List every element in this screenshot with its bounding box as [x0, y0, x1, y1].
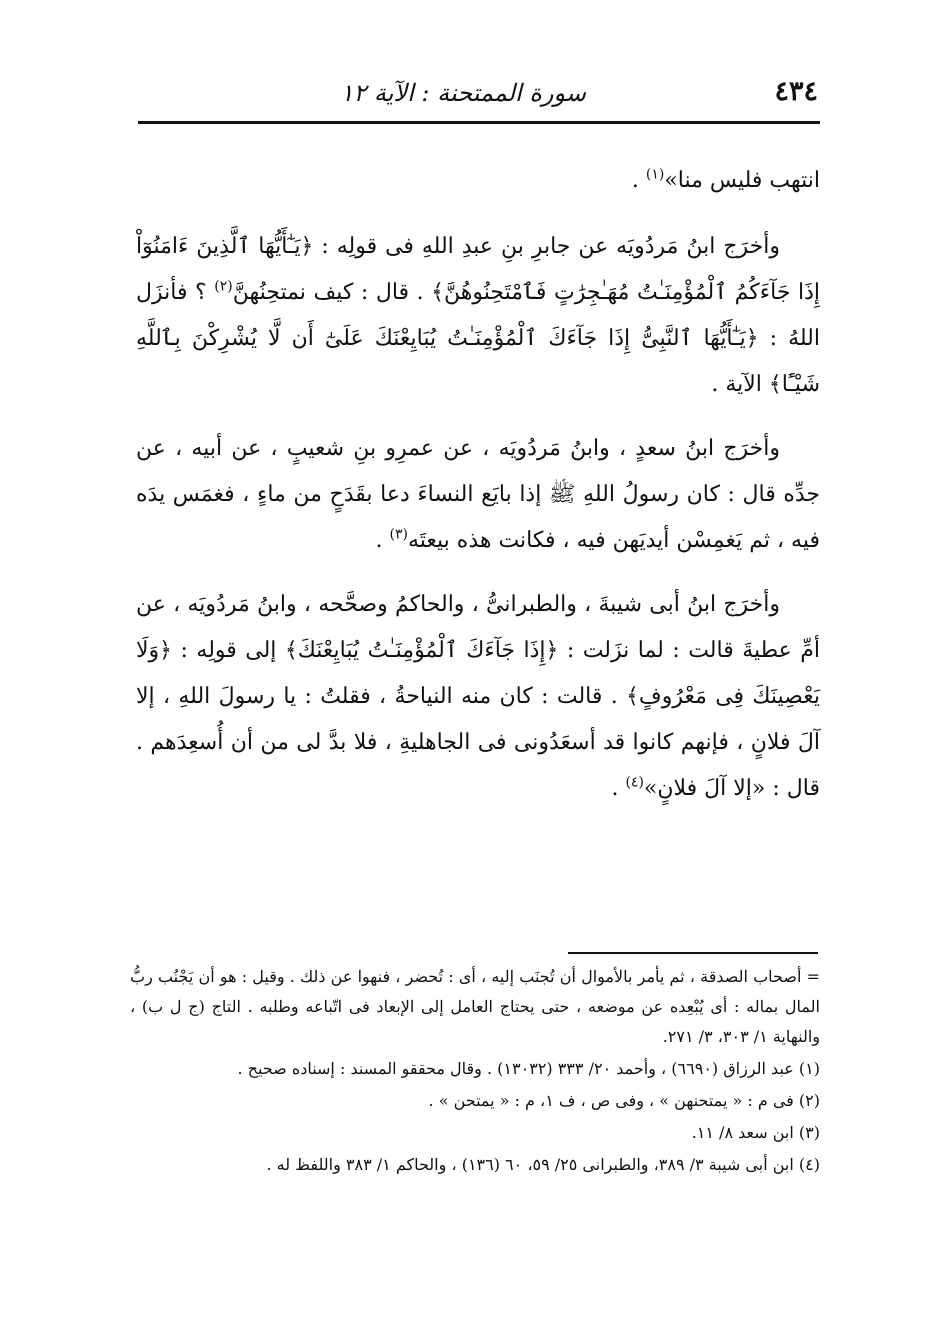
paragraph-tail: . [631, 168, 646, 193]
paragraph-4 [136, 582, 820, 812]
paragraph-text: وأخرَج ابنُ سعدٍ ، وابنُ مَردُويَه ، عن عمرِو بنِ شعيبٍ ، عن أبيه ، عن جدِّه قال : كان رسولُ اللهِ ﷺ إذا بايَع النساءَ دعا بقَدَحٍ من ماءٍ ، فغمَس يدَه فيه ، ثم يَغمِسْن أيديَهن فيه ، فكانت هذه بيعتَه [136, 436, 820, 553]
paragraph-text: وأخرَج ابنُ مَردُويَه عن جابرِ بنِ عبدِ اللهِ فى قولِه : ﴿يَـٰٓأَيُّهَا ٱلَّذِينَ ءَامَنُوٓاْ إِذَا جَآءَكُمُ ٱلْمُؤْمِنَـٰتُ مُهَـٰجِرَٰتٍ فَٱمْتَحِنُوهُنَّ﴾ . قال : كيف نمتحِنُهنَّ [136, 234, 820, 305]
paragraph-text: وأخرَج ابنُ أبى شيبةَ ، والطبرانىُّ ، والحاكمُ وصحَّحه ، وابنُ مَردُويَه ، عن أمِّ عطيةَ قالت : لما نزَلت : ﴿إِذَا جَآءَكَ ٱلْمُؤْمِنَـٰتُ يُبَايِعْنَكَ﴾ إلى قولِه : ﴿وَلَا يَعْصِينَكَ فِى مَعْرُوفٍ﴾ . قالت : كان منه النياحةُ ، فقلتُ : يا رسولَ اللهِ ، إلا آلَ فلانٍ ، فإنهم كانوا قد أسعَدُونى فى الجاهليةِ ، فلا بدَّ لى من أن أُسعِدَهم . قال : «إلا آلَ فلانٍ» [136, 592, 820, 801]
paragraph-2 [136, 224, 820, 408]
paragraph-1 [136, 158, 820, 204]
footnote-rule [568, 952, 818, 954]
paragraph-3 [136, 426, 820, 564]
paragraph-text: انتهب فليس منا» [664, 168, 820, 193]
header-rule [138, 121, 820, 124]
footnote-4: (٤) ابن أبى شيبة ٣/ ٣٨٩، والطبرانى ٢٥/ ٥٩، ٦٠ (١٣٦) ، والحاكم ١/ ٣٨٣ واللفظ له . [266, 1155, 820, 1174]
footnote-1: (١) عبد الرزاق (٦٦٩٠) ، وأحمد ٢٠/ ٣٣٣ (١٣٠٣٢) . وقال محققو المسند : إسناده صحيح . [237, 1059, 820, 1078]
footnotes [130, 962, 820, 1182]
paragraph-tail: ؟ فأنزَل اللهُ : ﴿يَـٰٓأَيُّهَا ٱلنَّبِىُّ إِذَا جَآءَكَ ٱلْمُؤْمِنَـٰتُ يُبَايِعْنَكَ عَلَىٰٓ أَن لَّا يُشْرِكْنَ بِٱللَّهِ شَيْـًٔا﴾ الآية . [136, 280, 820, 397]
page-number: ٤٣٤ [774, 76, 818, 107]
footnote-ref-1[interactable]: (١) [645, 166, 665, 183]
footnote-3: (٣) ابن سعد ٨/ ١١. [691, 1123, 820, 1142]
page-header [138, 74, 818, 114]
main-text [136, 158, 820, 830]
footnote-2: (٢) فى م : « يمتحنهن » ، وفى ص ، ف ١، م : « يمتحن » . [428, 1091, 820, 1110]
footnote-ref-4[interactable]: (٤) [625, 774, 644, 791]
footnote-ref-2[interactable]: (٢) [214, 278, 233, 295]
paragraph-tail: . [375, 528, 390, 553]
footnote-continuation: = أصحاب الصدقة ، ثم يأمر بالأموال أن تُجنَب إليه ، أى : تُحضر ، فنهوا عن ذلك . وقيل : هو أن يَجْنُب ربُّ المال بماله : أى يُبْعِده عن موضعه ، حتى يحتاج العامل إلى الإبعاد فى اتّباعه وطلبه . التاج (ج ل ب) ، والنهاية ١/ ٣٠٣، ٣/ ٢٧١. [130, 967, 820, 1046]
paragraph-tail: . [611, 776, 626, 801]
running-head: سورة الممتحنة : الآية ١٢ [340, 79, 586, 107]
footnote-ref-3[interactable]: (٣) [389, 526, 408, 543]
